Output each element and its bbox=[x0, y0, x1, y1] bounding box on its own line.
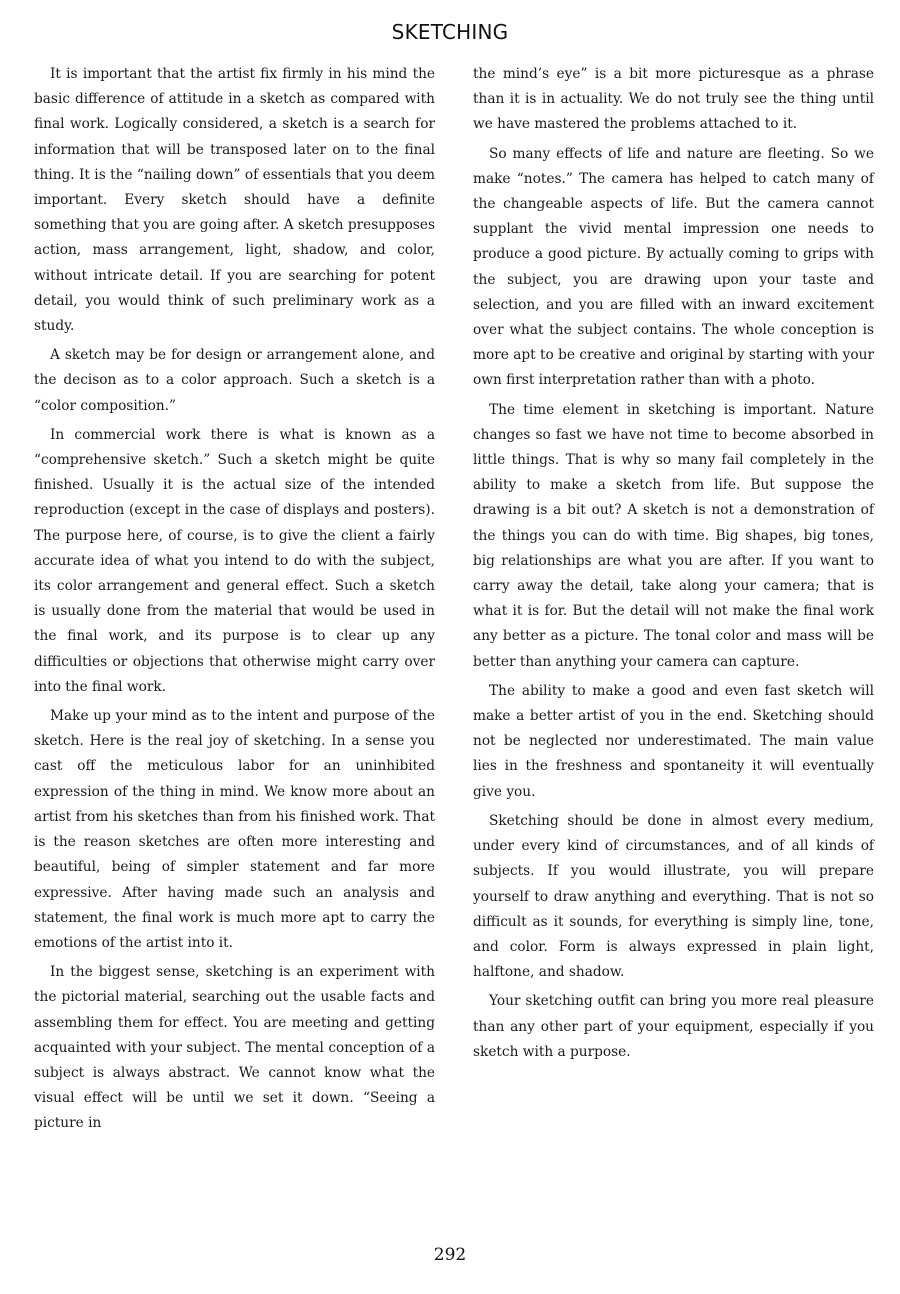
paragraph: So many effects of life and nature are fleeting. So we make “notes.” The camera has helped to catch many of the changeable aspects of life. But the camera cannot supplant the vivid mental impression one needs to produce a good picture. By actually coming to grips with the subject, you are drawing upon your taste and selection, and you are filled with an inward excitement over what the subject contains. The whole conception is more apt to be creative and original by starting with your own first interpretation rather than with a photo. bbox=[473, 145, 874, 389]
paragraph: In commercial work there is what is known as a “comprehensive sketch.” Such a sketch might be quite finished. Usually it is the actual size of the intended reproduction (except in the case of displays and posters). The purpose here, of course, is to give the client a fairly accurate idea of what you intend to do with the subject, its color arrangement and general effect. Such a sketch is usually done from the material that would be used in the final work, and its purpose is to clear up any difficulties or objections that otherwise might carry over into the final work. bbox=[34, 426, 435, 695]
page-title: SKETCHING bbox=[391, 20, 509, 44]
paragraph: In the biggest sense, sketching is an experiment with the pictorial material, searching out the usable facts and assembling them for effect. You are meeting and getting acquainted with your subject. The mental conception of a subject is always abstract. We cannot know what the visual effect will be until we set it down. “Seeing a picture in bbox=[34, 964, 435, 1132]
paragraph: The ability to make a good and even fast sketch will make a better artist of you in the end. Sketching should not be neglected nor underestimated. The main value lies in the freshness and spontaneity it will eventually give you. bbox=[473, 682, 874, 800]
paragraph: Sketching should be done in almost every medium, under every kind of circumstances, and of all kinds of subjects. If you would illustrate, you will prepare yourself to draw anything and everything. That is not so difficult as it sounds, for everything is simply line, tone, and color. Form is always expressed in plain light, halftone, and shadow. bbox=[473, 812, 874, 981]
left-column bbox=[34, 62, 435, 1141]
paragraph: It is important that the artist fix firmly in his mind the basic difference of attitude in a sketch as compared with final work. Logically considered, a sketch is a search for information that will be transposed later on to the final thing. It is the “nailing down” of essentials that you deem important. Every sketch should have a definite something that you are going after. A sketch presupposes action, mass arrangement, light, shadow, and color, without intricate detail. If you are searching for potent detail, you would think of such preliminary work as a study. bbox=[34, 66, 435, 335]
paragraph: Make up your mind as to the intent and purpose of the sketch. Here is the real joy of sketching. In a sense you cast off the meticulous labor for an uninhibited expression of the thing in mind. We know more about an artist from his sketches than from his finished work. That is the reason sketches are often more interesting and beautiful, being of simpler statement and far more expressive. After having made such an analysis and statement, the final work is much more apt to carry the emotions of the artist into it. bbox=[34, 708, 435, 951]
paragraph: Your sketching outfit can bring you more real pleasure than any other part of your equipment, especially if you sketch with a purpose. bbox=[473, 993, 874, 1060]
paragraph: the mind’s eye” is a bit more picturesque as a phrase than it is in actuality. We do not truly see the thing until we have mastered the problems attached to it. bbox=[473, 66, 874, 133]
right-column bbox=[473, 62, 874, 1069]
paragraph: The time element in sketching is important. Nature changes so fast we have not time to become absorbed in little things. That is why so many fail completely in the ability to make a sketch from life. But suppose the drawing is a bit out? A sketch is not a demonstration of the things you can do with time. Big shapes, big tones, big relationships are what you are after. If you want to carry away the detail, take along your camera; that is what it is for. But the detail will not make the final work any better as a picture. The tonal color and mass will be better than anything your camera can capture. bbox=[473, 401, 874, 670]
paragraph: A sketch may be for design or arrangement alone, and the decison as to a color approach. Such a sketch is a “color composition.” bbox=[34, 347, 435, 414]
page-number: 292 bbox=[433, 1245, 467, 1265]
